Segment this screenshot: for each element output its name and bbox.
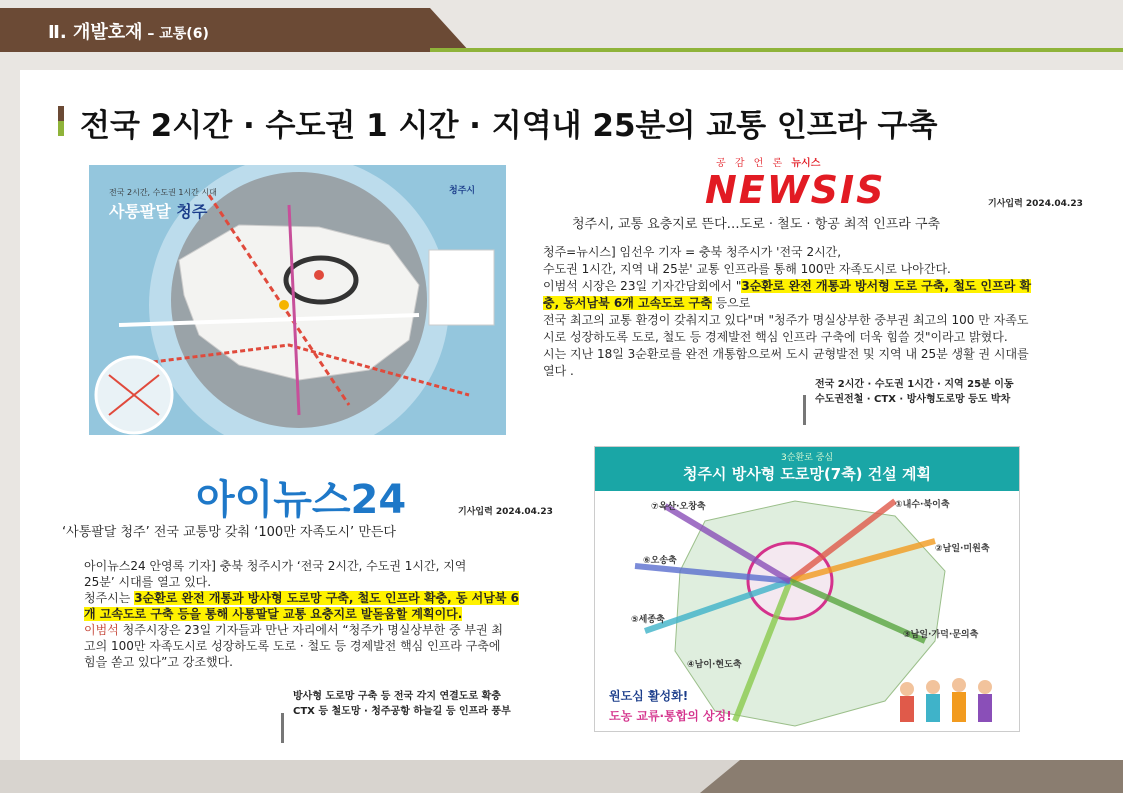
newsis-date: 기사입력 2024.04.23 [988,199,1083,209]
newsis-body [543,244,1063,380]
newsis-para-2: 이범석 시장은 23일 기자간담회에서 "3순환로 완전 개통과 방서형 도로 구축, 철도 인프라 확 충, 동서남북 6개 고속도로 구축 등으로 [543,279,1032,310]
section-title [48,18,209,44]
newsis-note-bar [803,395,806,425]
inews24-headline: ‘사통팔달 청주’ 전국 교통망 갖춰 ‘100만 자족도시’ 만든다 [62,525,396,540]
inews24-note-bar [281,713,284,743]
inews24-para-3: 이범석 청주시장은 23일 기자들과 만난 자리에서 “청주가 명실상부한 중 부권 최 고의 100만 자족도시로 성장하도록 도로 · 철도 등 경제발전 핵심 인프라 구축에 힘을 쏟고 있다”고 강조했다. [84,623,503,669]
section-name: Ⅱ. 개발호재 [48,22,143,43]
cheongju-transport-map [89,165,506,435]
section-sub: – 교통(6) [142,26,209,42]
inews24-date: 기사입력 2024.04.23 [458,507,553,517]
axis-label-7: ⑦옥산·오창축 [651,502,706,512]
newsis-note: 전국 2시간 · 수도권 1시간 · 지역 25분 이동 수도권전철 · CTX · 방사형도로망 등도 박차 [815,379,1014,405]
axis-label-1: ①내수·북이축 [895,500,950,510]
map2-slogan-1: 원도심 활성화! [609,689,689,703]
people-illustration [893,675,1011,725]
axis-label-2: ②남일·미원축 [935,544,990,554]
page-title: 전국 2시간 · 수도권 1 시간 · 지역내 25분의 교통 인프라 구축 [80,108,938,144]
title-marker [58,106,64,136]
city-seal: 청주시 [449,186,476,196]
axis-label-3: ③남일·가덕·문의축 [903,630,979,640]
map2-header: 3순환로 중심 청주시 방사형 도로망(7축) 건설 계획 [595,447,1019,491]
newsis-tagline: 공 감 언 론 뉴시스 [716,158,821,169]
axis-label-4: ④남이·현도축 [687,660,742,670]
radial-road-plan-map [594,446,1020,732]
inews24-note: 방사형 도로망 구축 등 전국 각지 연결도로 확충 CTX 등 철도망 · 청주공항 하늘길 등 인프라 풍부 [293,691,511,717]
header-bar [0,0,1123,52]
footer-band-light [0,760,740,793]
map2-slogan-2: 도농 교류·통합의 상징! [609,709,732,723]
newsis-headline: 청주시, 교통 요충지로 뜬다…도로 · 철도 · 항공 최적 인프라 구축 [572,217,941,232]
newsis-para-1: 청주=뉴시스] 임선우 기자 = 충북 청주시가 '전국 2시간, 수도권 1시간, 지역 내 25분' 교통 인프라를 통해 100만 자족도시로 나아간다. [543,245,951,276]
inews24-logo: 아이뉴스24 [196,477,407,523]
map1-subtitle: 전국 2시간, 수도권 1시간 시대 [109,188,217,197]
newsis-logo: NEWSIS [705,168,886,212]
axis-label-5: ⑤세종축 [631,615,665,625]
inews24-body [84,558,554,670]
header-accent-line [430,48,1123,52]
map1-title: 사통팔달 청주 [109,202,208,221]
footer-band-dark [700,760,1123,793]
inews24-para-2: 청주시는 3순환로 완전 개통과 방사형 도로망 구축, 철도 인프라 확충, 동 서남북 6 개 고속도로 구축 등을 통해 사통팔달 교통 요충지로 발돋움할 계획이다. [84,591,519,621]
axis-label-6: ⑥오송축 [643,556,677,566]
inews24-para-1: 아이뉴스24 안영록 기자] 충북 청주시가 ‘전국 2시간, 수도권 1시간, 지역 25분’ 시대를 열고 있다. [84,559,467,589]
newsis-para-3: 전국 최고의 교통 환경이 갖춰지고 있다"며 "청주가 명실상부한 중부권 최고의 100 만 자족도 시로 성장하도록 도로, 철도 등 경제발전 핵심 인프라 구축에 더욱 힘쓸 것"이라고 밝혔다. 시는 지난 18일 3순환로를 완전 개통함으로써 도시 균형발전 및 지역 내 25분 생활 권 시대를 열다 . [543,313,1029,378]
